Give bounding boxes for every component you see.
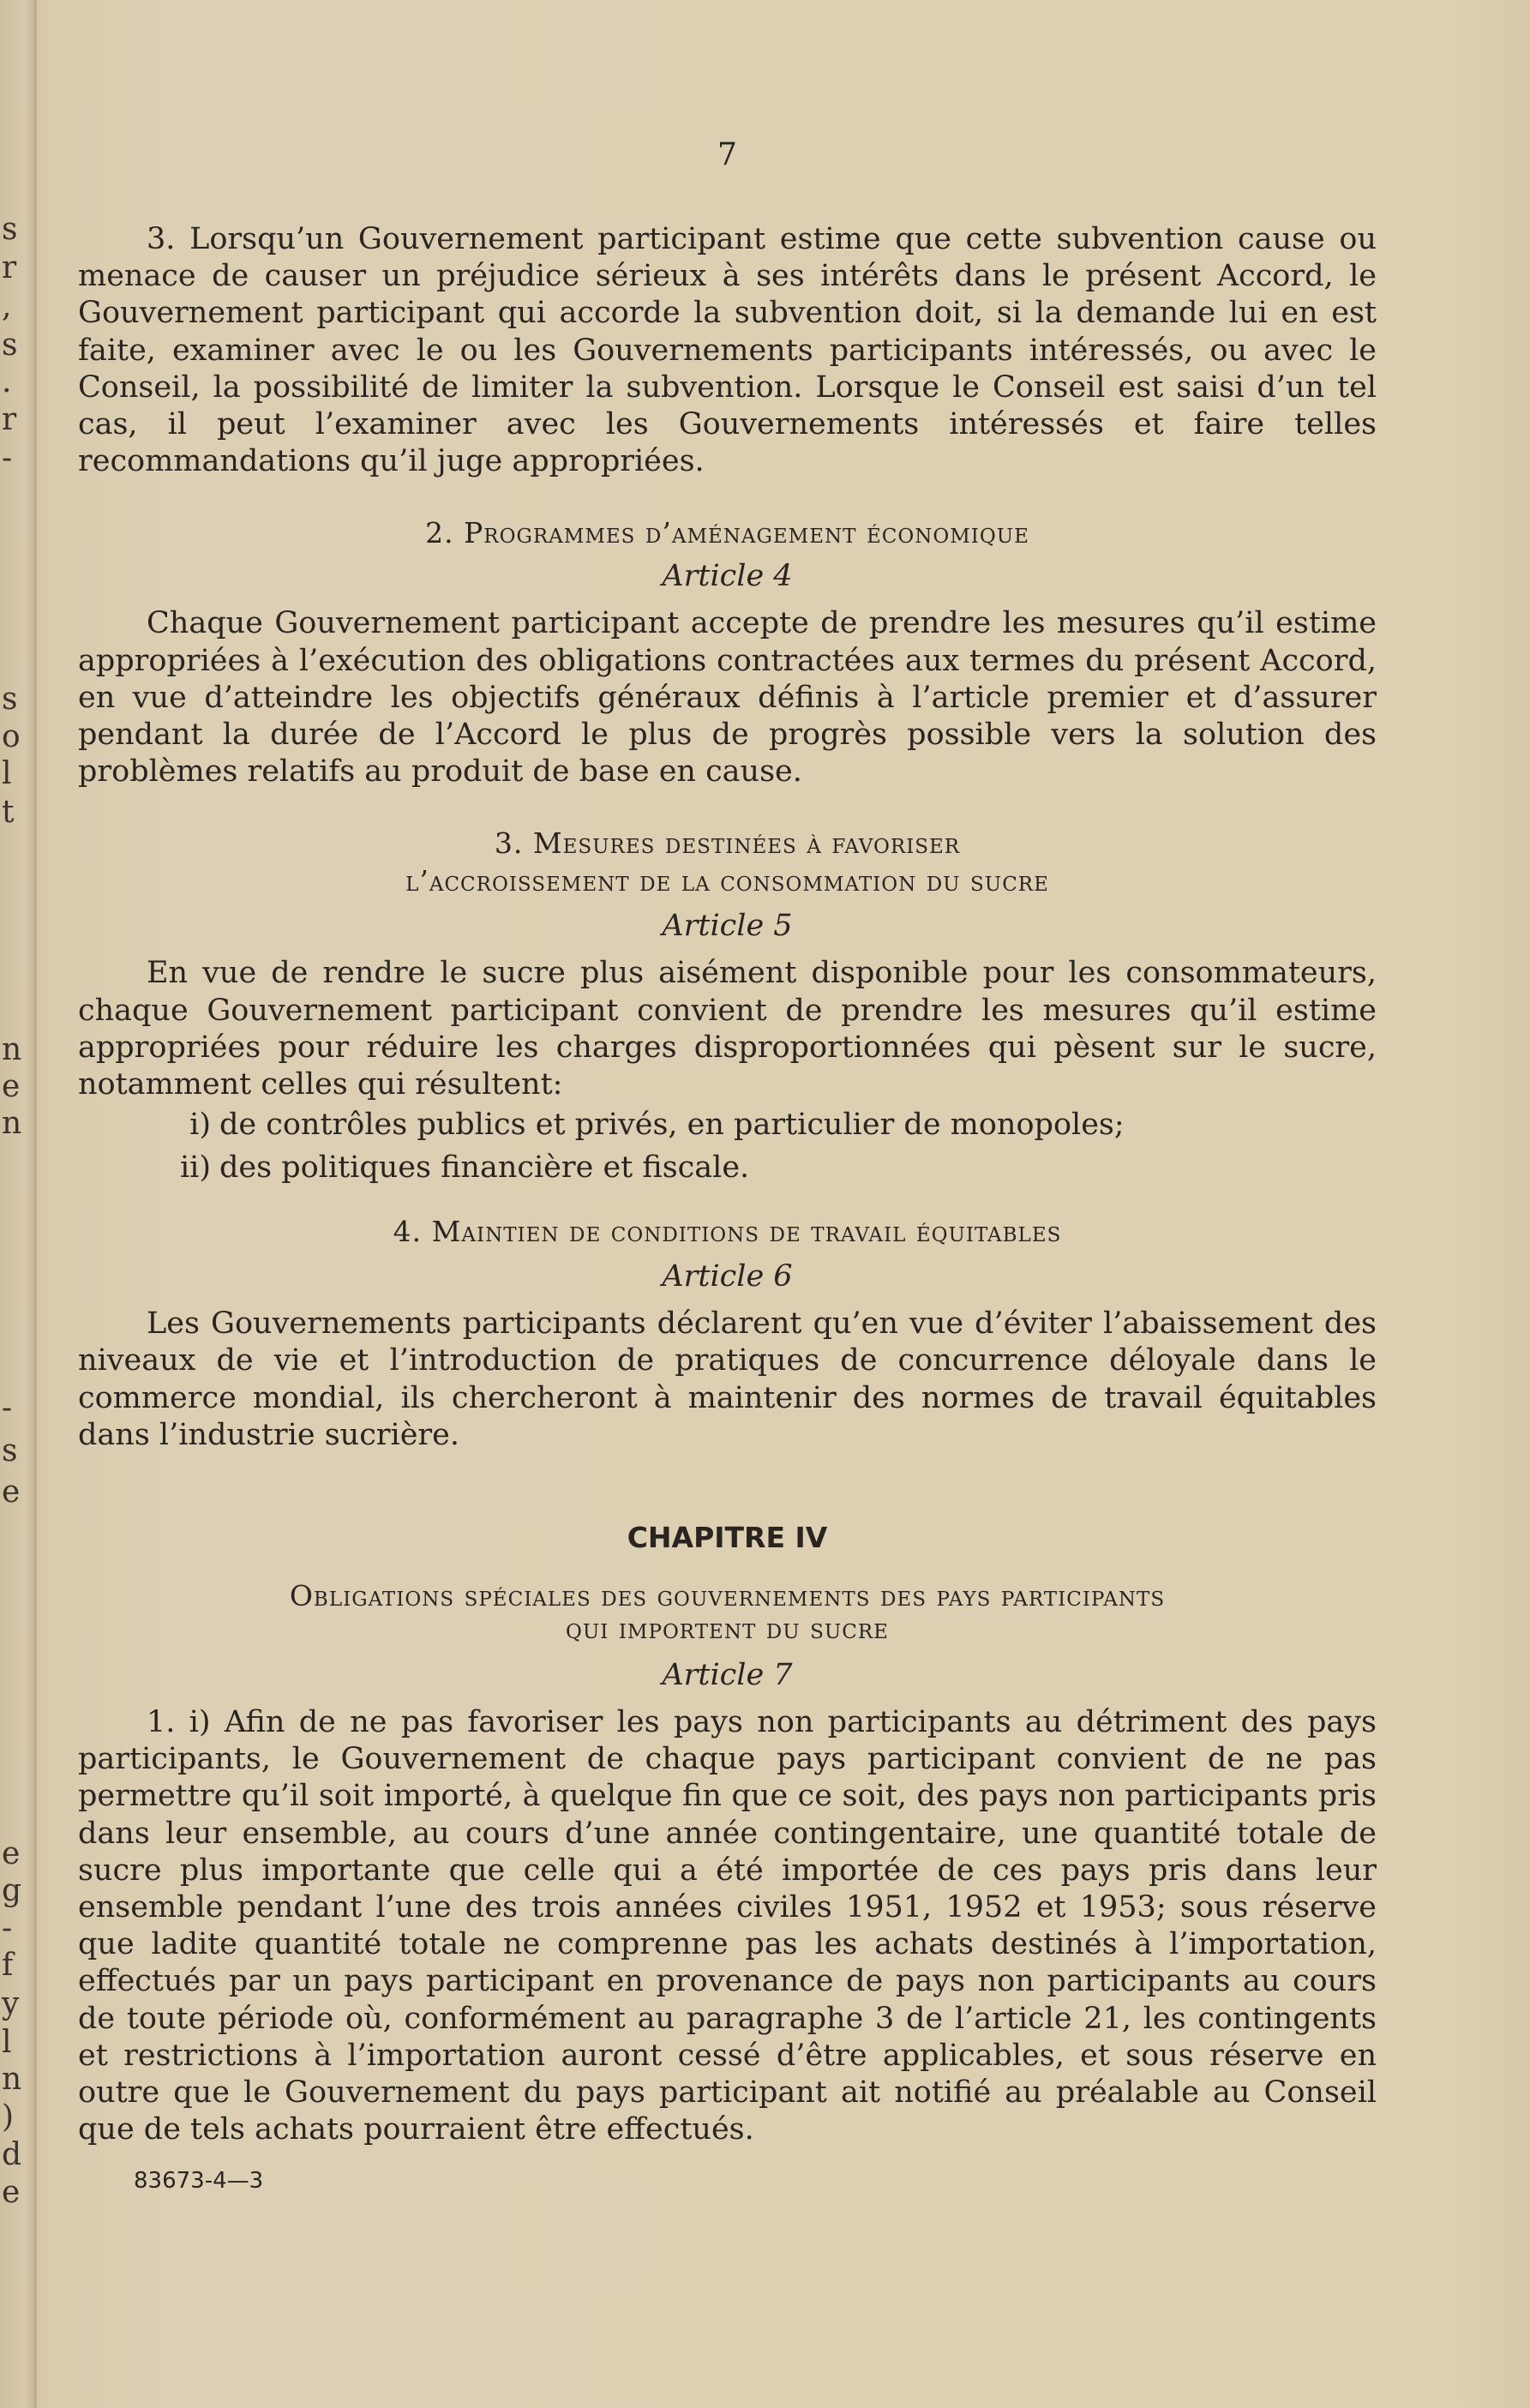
- bleed-char: s: [2, 212, 18, 247]
- article-5-heading: Article 5: [662, 909, 793, 944]
- bleed-char: ): [2, 2099, 15, 2135]
- bleed-char: e: [2, 1836, 21, 1871]
- gutter-fold-line: [34, 0, 37, 2408]
- list-item-text: de contrôles publics et privés, en particulier de monopoles;: [219, 1108, 1125, 1143]
- bleed-char: r: [2, 402, 17, 437]
- bleed-char: o: [2, 719, 21, 754]
- bleed-char: r: [2, 250, 17, 285]
- article-5-text: En vue de rendre le sucre plus aisément disponible pour les consommateurs, chaque Gouvernement participant convient de prendre les mesures qu’il estime appropriées pour réduire les charges disproportionnées qui pèsent sur le sucre, notamment celles qui résultent:: [78, 956, 1377, 1102]
- bleed-char: s: [2, 682, 18, 717]
- bleed-char: f: [2, 1948, 14, 1983]
- list-item: [78, 1103, 1377, 1146]
- list-item-number: ii): [179, 1150, 211, 1186]
- section-heading-3-line2: l’accroissement de la consommation du sucre: [405, 864, 1049, 898]
- chapter-heading: CHAPITRE IV: [627, 1521, 828, 1555]
- paragraph-3: 3. Lorsqu’un Gouvernement participant estime que cette subvention cause ou menace de causer un préjudice sérieux à ses intérêts dans le présent Accord, le Gouvernement participant qui accorde la subvention doit, si la demande lui en est faite, examiner avec le ou les Gouvernements participants intéressés, ou avec le Conseil, la possibilité de limiter la subvention. Lorsque le Conseil est saisi d’un tel cas, il peut l’examiner avec les Gouvernements intéressés et faire telles recommandations qu’il juge appropriées.: [78, 222, 1377, 479]
- bleed-char: ,: [2, 289, 12, 324]
- bleed-char: e: [2, 1474, 21, 1510]
- article-6-heading: Article 6: [662, 1259, 793, 1294]
- bleed-char: n: [2, 1032, 22, 1067]
- bleed-char: .: [2, 364, 12, 399]
- bleed-char: s: [2, 327, 18, 363]
- bleed-char: y: [2, 1986, 20, 2021]
- bleed-char: s: [2, 1433, 18, 1468]
- bleed-char: -: [2, 1390, 13, 1426]
- section-heading-3-line1: 3. Mesures destinées à favoriser: [494, 826, 961, 861]
- article-7-text: 1. i) Afin de ne pas favoriser les pays non participants au détriment des pays participants, le Gouvernement de chaque pays participant convient de ne pas permettre qu’il soit importé, à quelque fin que ce soit, des pays non participants pris dans leur ensemble, au cours d’une année contingentaire, une quantité totale de sucre plus importante que celle qui a été importée de ces pays pris dans leur ensemble pendant l’une des trois années civiles 1951, 1952 et 1953; sous réserve que ladite quantité totale ne comprenne pas les achats destinés à l’importation, effectués par un pays participant en provenance de pays non participants au cours de toute période où, conformément au paragraphe 3 de l’article 21, les contingents et restrictions à l’importation auront cessé d’être applicables, et sous réserve en outre que le Gouvernement du pays participant ait notifié au préalable au Conseil que de tels achats pourraient être effectués.: [78, 1705, 1377, 2147]
- bleed-char: e: [2, 1069, 21, 1104]
- chapter-title-line1: Obligations spéciales des gouvernements des pays participants: [289, 1579, 1166, 1613]
- chapter-title-line2: qui importent du sucre: [566, 1612, 889, 1646]
- bleed-char: -: [2, 1911, 13, 1946]
- page-number: 7: [717, 137, 737, 172]
- list-item: [78, 1146, 1377, 1189]
- article-6-text: Les Gouvernements participants déclarent qu’en vue d’éviter l’abaissement des niveaux de vie et l’introduction de pratiques de concurrence déloyale dans le commerce mondial, ils chercheront à maintenir des normes de travail équitables dans l’industrie sucrière.: [78, 1306, 1377, 1452]
- bleed-char: n: [2, 1106, 22, 1141]
- document-body: [78, 137, 1377, 2194]
- section-heading-4: 4. Maintien de conditions de travail équitables: [393, 1215, 1062, 1249]
- list-item-text: des politiques financière et fiscale.: [219, 1150, 750, 1186]
- bleed-char: l: [2, 756, 12, 791]
- bleed-char: t: [2, 795, 15, 830]
- bleed-char: l: [2, 2025, 12, 2060]
- section-heading-2: 2. Programmes d’aménagement économique: [425, 516, 1029, 550]
- bleed-char: g: [2, 1873, 22, 1908]
- bleed-char: n: [2, 2062, 22, 2097]
- article-4-heading: Article 4: [662, 559, 793, 594]
- list-item-number: i): [189, 1108, 211, 1143]
- bleed-char: -: [2, 441, 13, 476]
- bleed-char: d: [2, 2137, 22, 2172]
- article-7-heading: Article 7: [662, 1658, 793, 1693]
- article-4-text: Chaque Gouvernement participant accepte de prendre les mesures qu’il estime appropriées à l’exécution des obligations contractées aux termes du présent Accord, en vue d’atteindre les objectifs généraux définis à l’article premier et d’assurer pendant la durée de l’Accord le plus de progrès possible vers la solution des problèmes relatifs au produit de base en cause.: [78, 606, 1377, 790]
- print-code: 83673-4—3: [134, 2167, 264, 2194]
- bleed-char: e: [2, 2175, 21, 2210]
